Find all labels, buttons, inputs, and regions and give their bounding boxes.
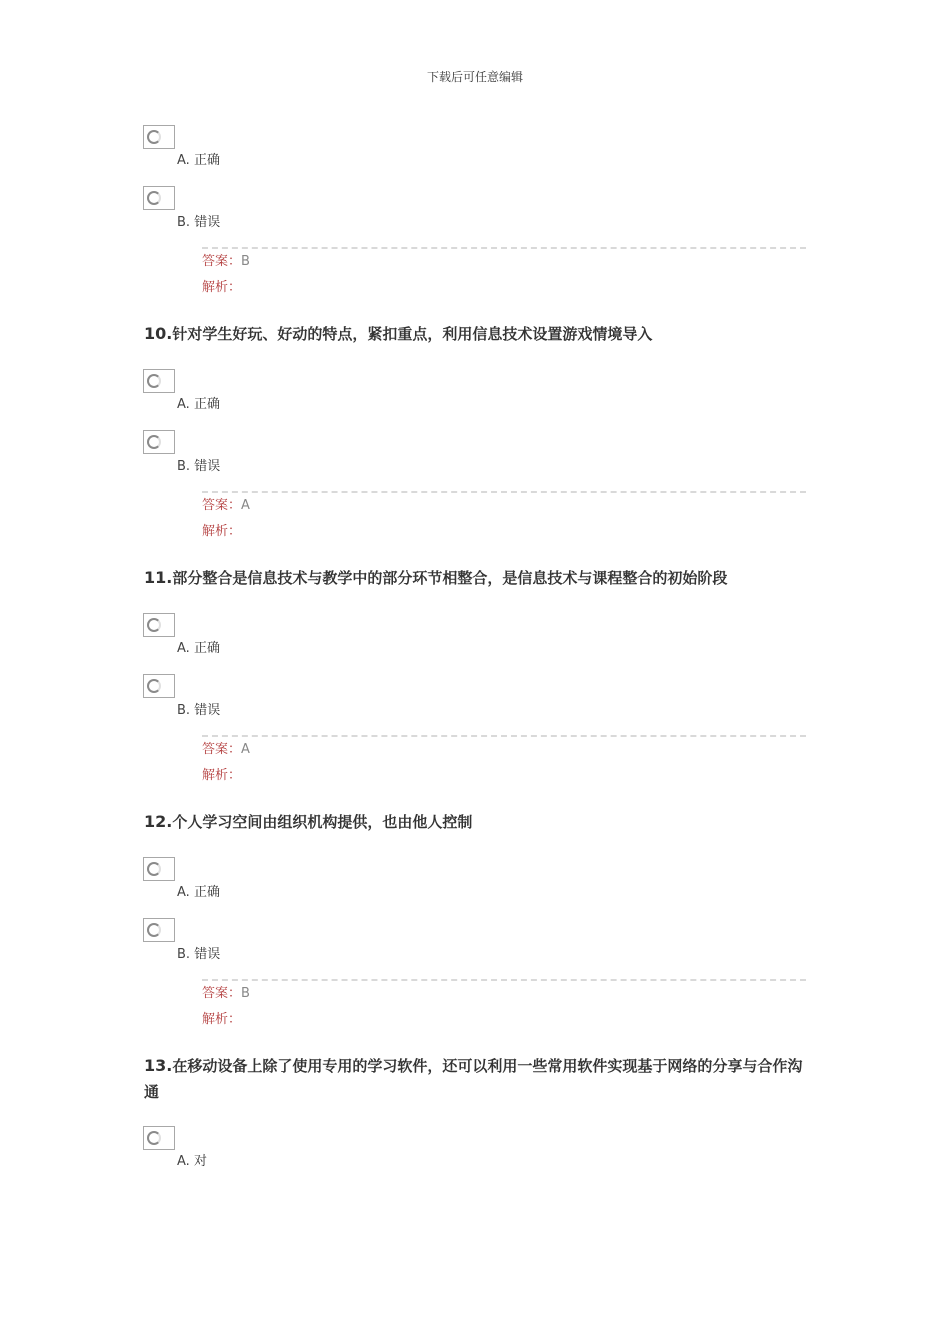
option-b-radio[interactable]	[143, 674, 175, 698]
option-a: A. 对	[177, 1154, 207, 1169]
loading-spinner-icon	[147, 679, 161, 693]
option-a: A. 正确	[177, 641, 220, 656]
loading-spinner-icon	[147, 862, 161, 876]
option-b-radio[interactable]	[143, 918, 175, 942]
question-12: 12.个人学习空间由组织机构提供，也由他人控制	[144, 812, 473, 831]
option-a-radio[interactable]	[143, 613, 175, 637]
page-header: 下载后可任意编辑	[426, 70, 523, 84]
option-a-radio[interactable]	[143, 857, 175, 881]
analysis-line: 解析：	[202, 524, 242, 539]
option-b-radio[interactable]	[143, 186, 175, 210]
option-b: B. 错误	[177, 947, 221, 962]
analysis-line: 解析：	[202, 1012, 242, 1027]
loading-spinner-icon	[147, 191, 161, 205]
question-13: 13.在移动设备上除了使用专用的学习软件，还可以利用一些常用软件实现基于网络的分享与合作沟通	[144, 1056, 803, 1101]
loading-spinner-icon	[147, 435, 161, 449]
option-a: A. 正确	[177, 885, 220, 900]
loading-spinner-icon	[147, 923, 161, 937]
option-b: B. 错误	[177, 703, 221, 718]
answer-line: 答案：B	[202, 254, 250, 269]
answer-line: 答案：A	[202, 498, 250, 513]
option-a-radio[interactable]	[143, 125, 175, 149]
loading-spinner-icon	[147, 130, 161, 144]
question-10: 10.针对学生好玩、好动的特点，紧扣重点，利用信息技术设置游戏情境导入	[144, 324, 653, 343]
answer-divider	[202, 247, 806, 249]
loading-spinner-icon	[147, 1131, 161, 1145]
analysis-line: 解析：	[202, 280, 242, 295]
answer-divider	[202, 979, 806, 981]
question-11: 11.部分整合是信息技术与教学中的部分环节相整合，是信息技术与课程整合的初始阶段	[144, 568, 728, 587]
loading-spinner-icon	[147, 374, 161, 388]
option-a: A. 正确	[177, 153, 220, 168]
answer-divider	[202, 491, 806, 493]
analysis-line: 解析：	[202, 768, 242, 783]
answer-divider	[202, 735, 806, 737]
option-a: A. 正确	[177, 397, 220, 412]
option-a-radio[interactable]	[143, 369, 175, 393]
option-b-radio[interactable]	[143, 430, 175, 454]
answer-line: 答案：A	[202, 742, 250, 757]
loading-spinner-icon	[147, 618, 161, 632]
answer-line: 答案：B	[202, 986, 250, 1001]
option-a-radio[interactable]	[143, 1126, 175, 1150]
option-b: B. 错误	[177, 459, 221, 474]
option-b: B. 错误	[177, 215, 221, 230]
